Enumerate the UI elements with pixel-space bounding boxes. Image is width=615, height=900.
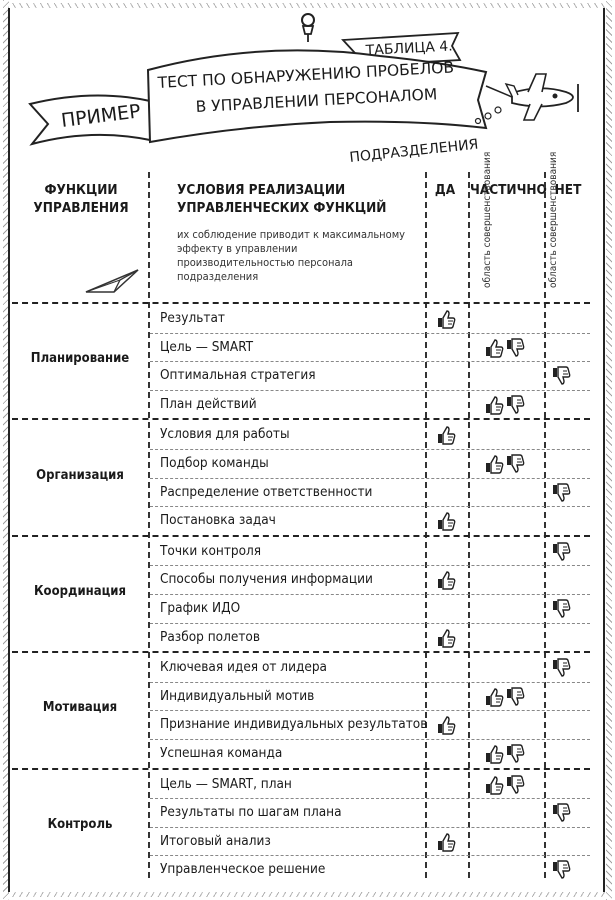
- thumb-down-icon: [551, 366, 573, 390]
- frame-bottom-hatch: [8, 892, 607, 897]
- condition-label: Успешная команда: [160, 745, 283, 761]
- thumbs-up-down-icon: [484, 395, 528, 419]
- row-divider: [150, 798, 590, 799]
- pushpin-icon: [302, 14, 314, 42]
- thumb-up-icon: [436, 511, 458, 535]
- function-name: Координация: [34, 584, 126, 599]
- thumb-up-icon: [436, 715, 458, 739]
- function-name: Планирование: [30, 351, 130, 367]
- row-divider: [150, 390, 590, 391]
- function-name: Контроль: [47, 816, 113, 832]
- row-divider: [150, 333, 590, 334]
- header-conditions: УСЛОВИЯ РЕАЛИЗАЦИИ УПРАВЛЕНЧЕСКИХ ФУНКЦИЙ: [177, 182, 387, 216]
- row-divider: [150, 682, 590, 683]
- row-divider: [150, 710, 590, 711]
- thumb-down-icon: [551, 658, 573, 682]
- row-divider: [150, 855, 590, 856]
- condition-label: Точки контроля: [160, 542, 262, 559]
- function-name: Мотивация: [42, 700, 118, 716]
- condition-label: Подбор команды: [160, 455, 269, 471]
- condition-label: Способы получения информации: [160, 571, 373, 588]
- condition-label: Распределение ответственности: [160, 483, 373, 500]
- row-divider: [150, 506, 590, 507]
- condition-label: Итоговый анализ: [160, 832, 271, 849]
- banner-title-line2: В УПРАВЛЕНИИ ПЕРСОНАЛОМ: [195, 85, 438, 116]
- example-word: ПРИМЕР: [59, 100, 142, 132]
- thumb-up-icon: [436, 309, 458, 333]
- condition-label: Постановка задач: [160, 512, 276, 529]
- column-divider-1: [148, 172, 150, 878]
- thumb-up-icon: [436, 628, 458, 652]
- condition-label: Индивидуальный мотив: [160, 687, 315, 704]
- paper-plane-icon: [84, 266, 142, 296]
- row-divider: [150, 361, 590, 362]
- condition-label: Оптимальная стратегия: [160, 367, 316, 384]
- thumbs-up-down-icon: [484, 687, 528, 711]
- header-no: НЕТ: [554, 182, 582, 198]
- thumbs-up-down-icon: [484, 338, 528, 362]
- row-divider: [150, 594, 590, 595]
- condition-label: Результаты по шагам плана: [160, 804, 342, 821]
- column-divider-3: [468, 172, 470, 878]
- condition-label: Управленческое решение: [160, 861, 326, 878]
- table-label: ТАБЛИЦА 4.: [365, 38, 454, 59]
- column-divider-4: [544, 172, 546, 878]
- thumb-up-icon: [436, 570, 458, 594]
- airplane-icon: [506, 74, 578, 120]
- thumb-down-icon: [551, 803, 573, 827]
- section-divider: [12, 768, 590, 770]
- condition-label: Результат: [160, 310, 225, 326]
- banner-title-line1: ТЕСТ ПО ОБНАРУЖЕНИЮ ПРОБЕЛОВ: [157, 58, 455, 92]
- thumb-up-icon: [436, 425, 458, 449]
- condition-label: Ключевая идея от лидера: [160, 659, 327, 676]
- condition-label: План действий: [160, 395, 257, 412]
- thumb-down-icon: [551, 542, 573, 566]
- row-divider: [150, 565, 590, 566]
- condition-label: Признание индивидуальных результатов: [160, 716, 428, 733]
- thumb-down-icon: [551, 860, 573, 884]
- header-partial: ЧАСТИЧНО: [470, 182, 547, 198]
- no-note: область совершенствования: [548, 151, 559, 288]
- function-name: Организация: [36, 467, 124, 483]
- section-divider: [12, 651, 590, 653]
- banner-subtitle: ПОДРАЗДЕЛЕНИЯ: [348, 136, 480, 166]
- section-divider: [12, 418, 590, 420]
- row-divider: [150, 449, 590, 450]
- thumb-down-icon: [551, 599, 573, 623]
- row-divider: [150, 623, 590, 624]
- header-functions: ФУНКЦИИ УПРАВЛЕНИЯ: [33, 182, 129, 216]
- thumbs-up-down-icon: [484, 454, 528, 478]
- condition-label: Цель — SMART, план: [160, 775, 292, 792]
- row-divider: [150, 739, 590, 740]
- column-divider-2: [425, 172, 427, 878]
- row-divider: [150, 827, 590, 828]
- header-yes: ДА: [434, 182, 456, 198]
- section-divider: [12, 535, 590, 537]
- thumbs-up-down-icon: [484, 775, 528, 799]
- row-divider: [150, 478, 590, 479]
- condition-label: Цель — SMART: [160, 338, 254, 355]
- condition-label: Разбор полетов: [160, 628, 260, 645]
- thumb-down-icon: [551, 483, 573, 507]
- thumb-up-icon: [436, 832, 458, 856]
- condition-label: Условия для работы: [160, 426, 290, 443]
- title-banner: [0, 0, 615, 170]
- section-divider: [12, 302, 590, 304]
- partial-note: область совершенствования: [482, 151, 493, 288]
- header-conditions-note: их соблюдение приводит к максимальному эффекту в управлении производительностью персонала подразделения: [177, 228, 406, 283]
- thumbs-up-down-icon: [484, 744, 528, 768]
- condition-label: График ИДО: [160, 600, 241, 616]
